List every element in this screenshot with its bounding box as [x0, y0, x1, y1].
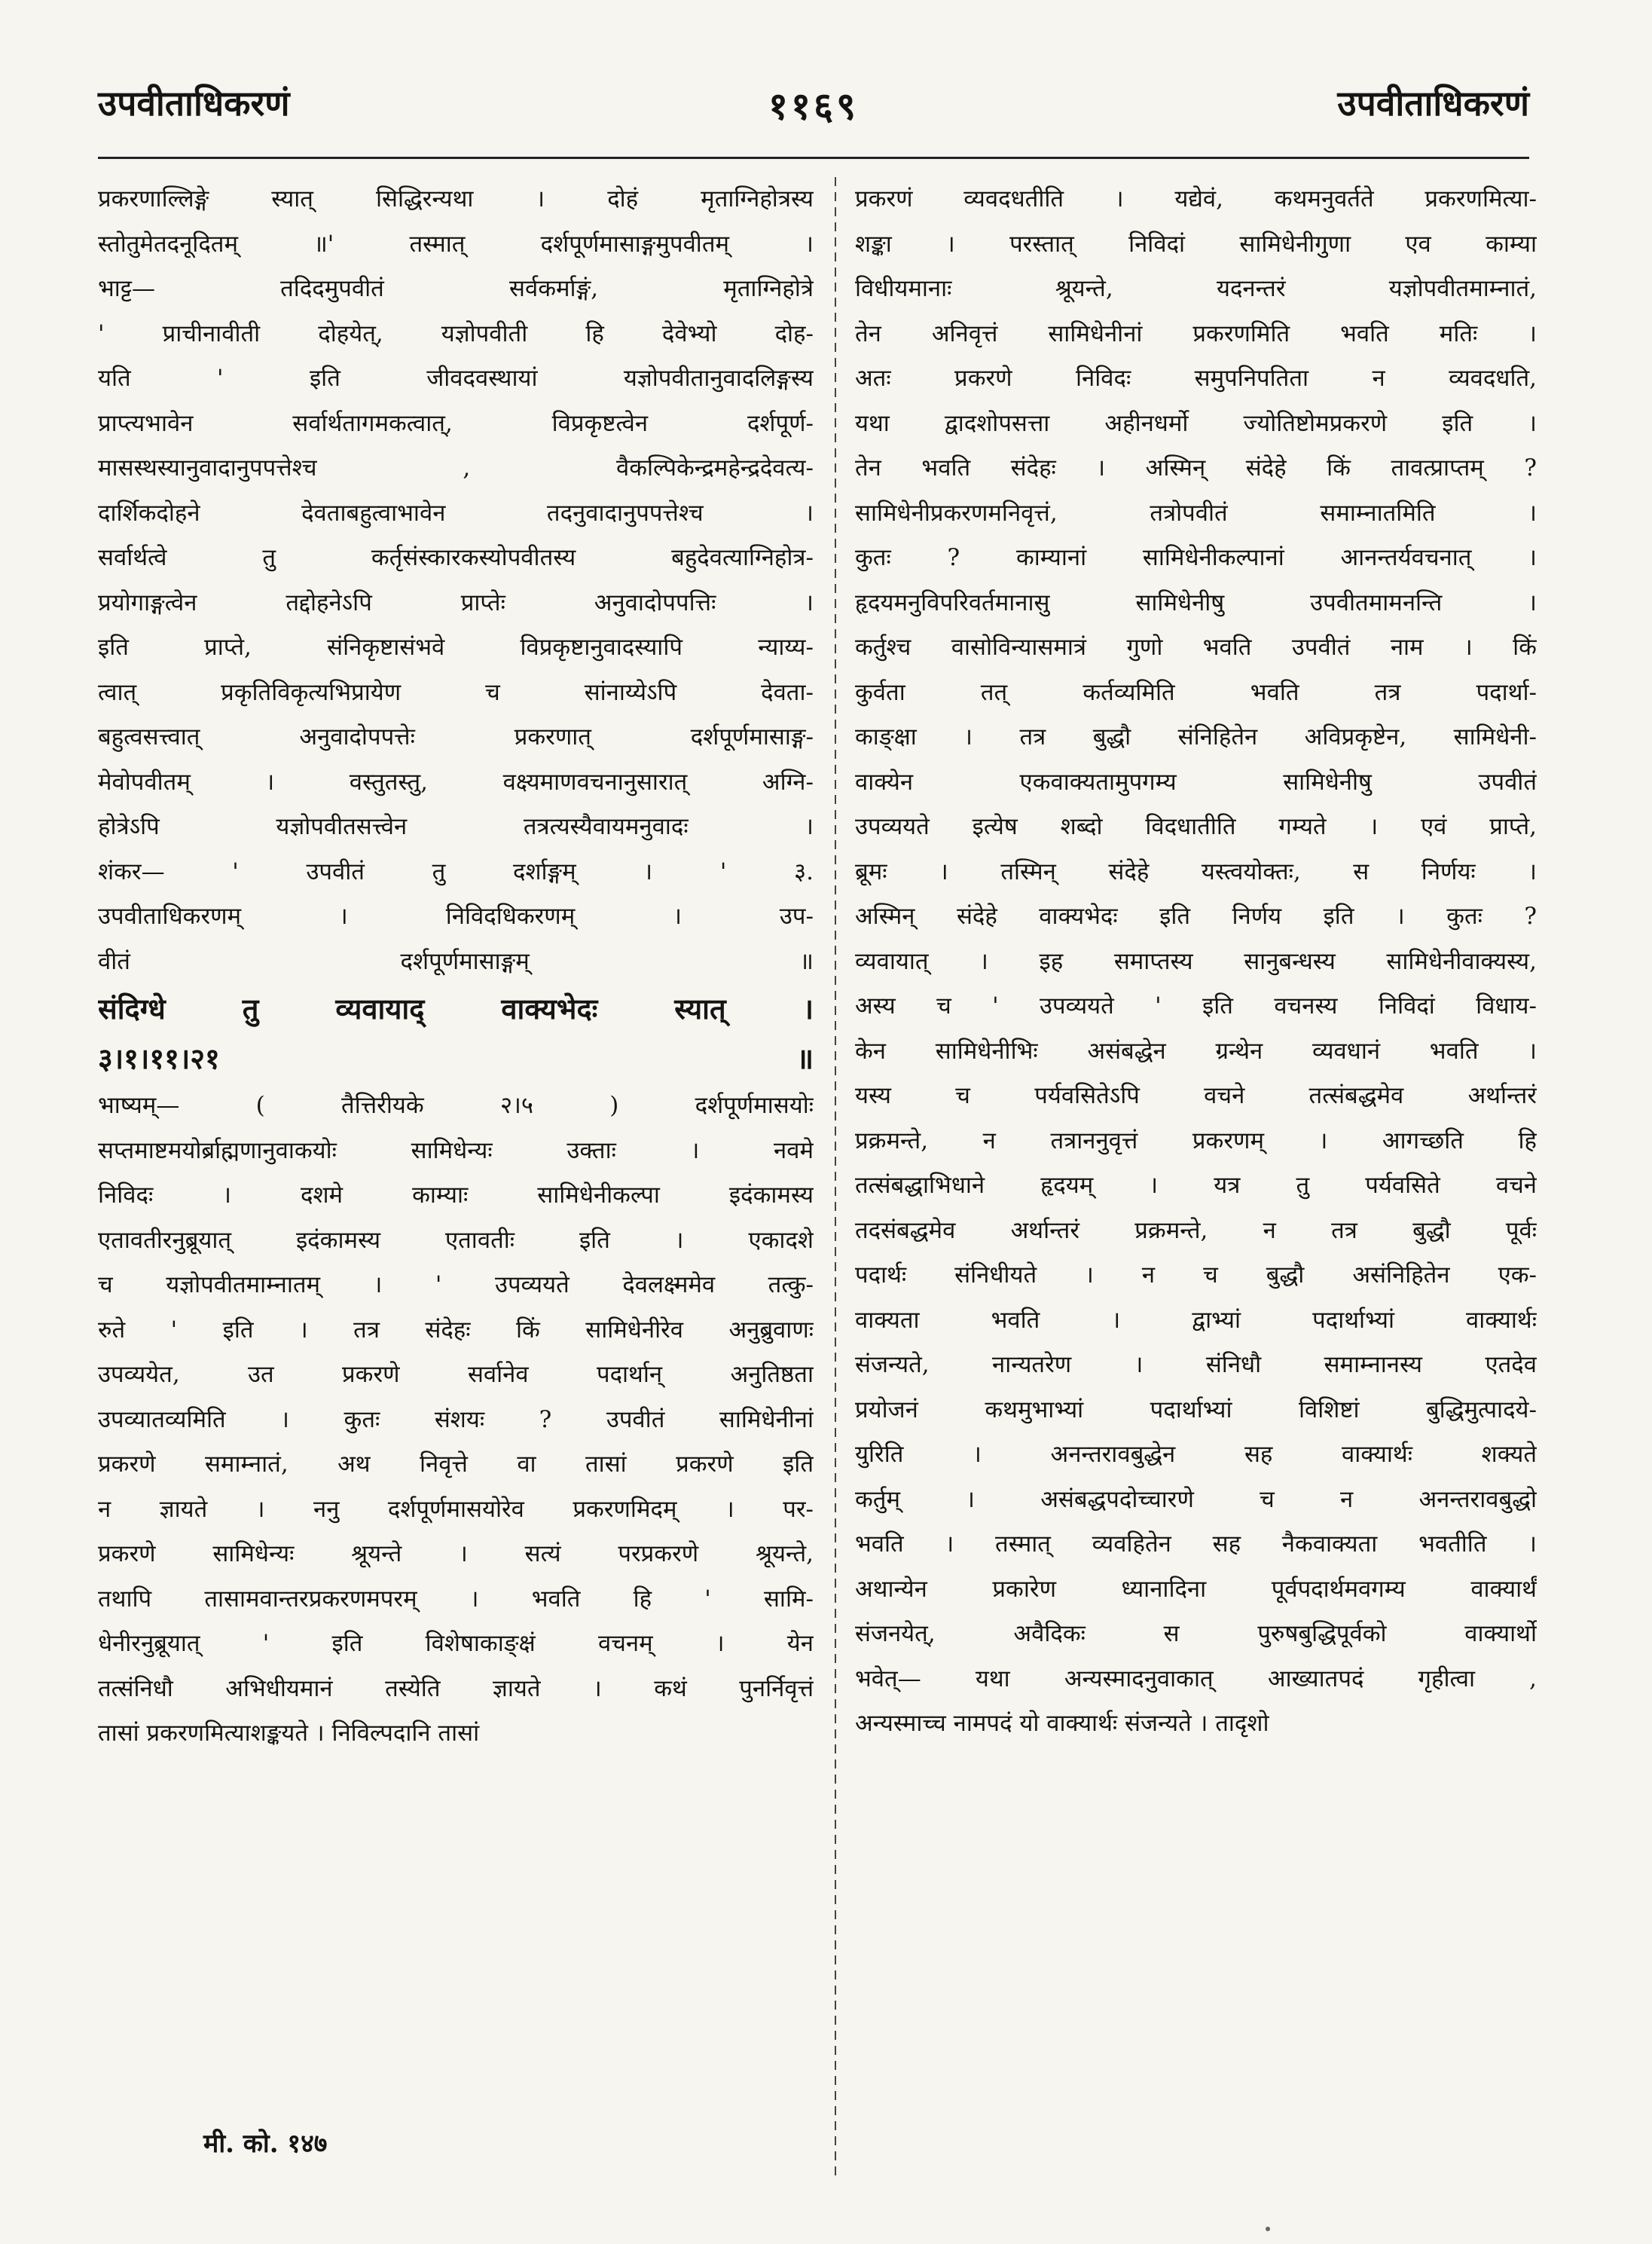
text-line: न ज्ञायते । ननु दर्शपूर्णमासयोरेव प्रकरणमिदम् । पर-: [98, 1495, 814, 1523]
text-line: एतावतीरनुब्रूयात् इदंकामस्य एतावतीः इति । एकादशे: [98, 1226, 814, 1254]
text-line: वाक्यता भवति । द्वाभ्यां पदार्थाभ्यां वाक्यार्थः: [855, 1306, 1537, 1334]
text-line: यथा द्वादशोपसत्ता अहीनधर्मो ज्योतिष्टोमप्रकरणे इति ।: [855, 409, 1537, 437]
text-line: कुतः ? काम्यानां सामिधेनीकल्पानां आनन्तर्यवचनात् ।: [855, 544, 1537, 571]
text-line: ब्रूमः । तस्मिन् संदेहे यस्त्वयोक्तः, स निर्णयः ।: [855, 858, 1537, 885]
text-line: दार्शिकदोहने देवताबहुत्वाभावेन तदनुवादानुपपत्तेश्च ।: [98, 499, 814, 527]
column-divider: [835, 177, 836, 2181]
text-line: प्रकरणं व्यवदधतीति । यद्येवं, कथमनुवर्तते प्रकरणमित्या-: [855, 185, 1537, 212]
header-rule: [98, 157, 1529, 159]
text-line: संजनयेत्, अवैदिकः स पुरुषबुद्धिपूर्वको वाक्यार्थो: [855, 1620, 1537, 1647]
page-number: ११६९: [768, 84, 859, 128]
text-line: शङ्का । परस्तात् निविदां सामिधेनीगुणा एव काम्या: [855, 230, 1537, 258]
text-line: भाट्ट— तदिदमुपवीतं सर्वकर्माङ्गं, मृताग्निहोत्रे: [98, 275, 814, 302]
text-line: पदार्थः संनिधीयते । न च बुद्धौ असंनिहितेन एक-: [855, 1261, 1537, 1289]
text-line: च यज्ञोपवीतमाम्नातम् । ' उपव्ययते देवलक्ष्ममेव तत्कु-: [98, 1271, 814, 1298]
text-line: प्रक्रमन्ते, न तत्राननुवृत्तं प्रकरणम् । आगच्छति हि: [855, 1127, 1537, 1154]
text-line: भवति । तस्मात् व्यवहितेन सह नैकवाक्यता भवतीति ।: [855, 1530, 1537, 1558]
text-line: उपव्ययेत, उत प्रकरणे सर्वानेव पदार्थान् अनुतिष्ठता: [98, 1361, 814, 1388]
text-line: सामिधेनीप्रकरणमनिवृत्तं, तत्रोपवीतं समाम्नातमिति ।: [855, 499, 1537, 527]
text-line: युरिति । अनन्तरावबुद्धेन सह वाक्यार्थः शक्यते: [855, 1441, 1537, 1468]
header-left-title: उपवीताधिकरणं: [98, 83, 290, 124]
text-line: सप्तमाष्टमयोर्ब्राह्मणानुवाकयोः सामिधेन्यः उक्ताः । नवमे: [98, 1136, 814, 1164]
text-line: तत्संनिधौ अभिधीयमानं तस्येति ज्ञायते । कथं पुनर्निवृत्तं: [98, 1674, 814, 1702]
text-line: कुर्वता तत् कर्तव्यमिति भवति तत्र पदार्था-: [855, 678, 1537, 706]
text-line: उपव्यातव्यमिति । कुतः संशयः ? उपवीतं सामिधेनीनां: [98, 1405, 814, 1433]
text-line: वाक्येन एकवाक्यतामुपगम्य सामिधेनीषु उपवीतं: [855, 768, 1537, 796]
text-line: यति ' इति जीवदवस्थायां यज्ञोपवीतानुवादलिङ्गस्य: [98, 365, 814, 392]
text-line: अथान्येन प्रकारेण ध्यानादिना पूर्वपदार्थमवगम्य वाक्यार्थं: [855, 1575, 1537, 1603]
text-line: हृदयमनुविपरिवर्तमानासु सामिधेनीषु उपवीतमामनन्ति ।: [855, 589, 1537, 616]
text-line: प्रकरणे सामिधेन्यः श्रूयन्ते । सत्यं परप्रकरणे श्रूयन्ते,: [98, 1540, 814, 1567]
text-line: संदिग्धे तु व्यवायाद् वाक्यभेदः स्यात् ।: [98, 992, 814, 1026]
page-speck: [1266, 2227, 1270, 2231]
text-line: काङ्क्षा । तत्र बुद्धौ संनिहितेन अविप्रकृष्टेन, सामिधेनी-: [855, 723, 1537, 751]
text-line: स्तोतुमेतदनूदितम् ॥' तस्मात् दर्शपूर्णमासाङ्गमुपवीतम् ।: [98, 230, 814, 258]
text-line: शंकर— ' उपवीतं तु दर्शाङ्गम् । ' ३.: [98, 858, 814, 885]
header-right-title: उपवीताधिकरणं: [1337, 83, 1529, 124]
text-line: भवेत्— यथा अन्यस्मादनुवाकात् आख्यातपदं गृहीत्वा ,: [855, 1665, 1537, 1692]
text-line: ' प्राचीनावीती दोहयेत्, यज्ञोपवीती हि देवेभ्यो दोह-: [98, 319, 814, 347]
text-line: प्रयोगाङ्गत्वेन तद्दोहनेऽपि प्राप्तेः अनुवादोपपत्तिः ।: [98, 589, 814, 616]
text-line: होत्रेऽपि यज्ञोपवीतसत्त्वेन तत्रत्यस्यैवायमनुवादः ।: [98, 813, 814, 840]
text-line: बहुत्वसत्त्वात् अनुवादोपपत्तेः प्रकरणात् दर्शपूर्णमासाङ्ग-: [98, 723, 814, 751]
text-line: सर्वार्थत्वे तु कर्तृसंस्कारकस्योपवीतस्य बहुदेवत्याग्निहोत्र-: [98, 544, 814, 571]
text-line: रुते ' इति । तत्र संदेहः किं सामिधेनीरेव अनुब्रुवाणः: [98, 1316, 814, 1344]
text-line: तथापि तासामवान्तरप्रकरणमपरम् । भवति हि ' सामि-: [98, 1585, 814, 1613]
left-column: [98, 177, 814, 2136]
text-line: तदसंबद्धमेव अर्थान्तरं प्रक्रमन्ते, न तत्र बुद्धौ पूर्वः: [855, 1216, 1537, 1244]
text-line: वीतं दर्शपूर्णमासाङ्गम् ॥: [98, 947, 814, 975]
text-line: केन सामिधेनीभिः असंबद्धेन ग्रन्थेन व्यवधानं भवति ।: [855, 1037, 1537, 1065]
page-header: [98, 79, 1529, 147]
text-line: तासां प्रकरणमित्याशङ्कयते । निविल्पदानि तासां: [98, 1720, 480, 1747]
text-line: तत्संबद्धाभिधाने हृदयम् । यत्र तु पर्यवसिते वचने: [855, 1172, 1537, 1199]
text-line: अस्य च ' उपव्ययते ' इति वचनस्य निविदां विधाय-: [855, 992, 1537, 1020]
text-line: यस्य च पर्यवसितेऽपि वचने तत्संबद्धमेव अर्थान्तरं: [855, 1082, 1537, 1109]
text-line: प्रकरणे समाम्नातं, अथ निवृत्ते वा तासां प्रकरणे इति: [98, 1451, 814, 1478]
text-line: इति प्राप्ते, संनिकृष्टासंभवे विप्रकृष्टानुवादस्यापि न्याय्य-: [98, 634, 814, 661]
text-line: अस्मिन् संदेहे वाक्यभेदः इति निर्णय इति । कुतः ?: [855, 903, 1537, 930]
text-line: कर्तुम् । असंबद्धपदोच्चारणे च न अनन्तरावबुद्धो: [855, 1485, 1537, 1513]
text-line: मासस्थस्यानुवादानुपपत्तेश्च , वैकल्पिकेन्द्रमहेन्द्रदेवत्य-: [98, 454, 814, 482]
text-line: ३।१।११।२१ ॥: [98, 1041, 814, 1075]
text-line: प्रकरणाल्लिङ्गे स्यात् सिद्धिरन्यथा । दोहं मृताग्निहोत्रस्य: [98, 185, 814, 212]
text-line: निविदः । दशमे काम्याः सामिधेनीकल्पा इदंकामस्य: [98, 1182, 814, 1209]
text-line: प्राप्त्यभावेन सर्वार्थतागमकत्वात्, विप्रकृष्टत्वेन दर्शपूर्ण-: [98, 409, 814, 437]
text-line: धेनीरनुब्रूयात् ' इति विशेषाकाङ्क्षं वचनम् । येन: [98, 1630, 814, 1657]
text-line: तेन भवति संदेहः । अस्मिन् संदेहे किं तावत्प्राप्तम् ?: [855, 454, 1537, 482]
text-line: उपव्ययते इत्येष शब्दो विदधातीति गम्यते । एवं प्राप्ते,: [855, 813, 1537, 840]
text-line: तेन अनिवृत्तं सामिधेनीनां प्रकरणमिति भवति मतिः ।: [855, 319, 1537, 347]
text-line: व्यवायात् । इह समाप्तस्य सानुबन्धस्य सामिधेनीवाक्यस्य,: [855, 947, 1537, 975]
text-line: प्रयोजनं कथमुभाभ्यां पदार्थाभ्यां विशिष्टां बुद्धिमुत्पादये-: [855, 1396, 1537, 1423]
text-line: त्वात् प्रकृतिविकृत्यभिप्रायेण च सांनाय्येऽपि देवता-: [98, 678, 814, 706]
footer-signature: मी. को. १४७: [203, 2129, 328, 2159]
text-line: विधीयमानाः श्रूयन्ते, यदनन्तरं यज्ञोपवीतमाम्नातं,: [855, 275, 1537, 302]
text-line: कर्तुश्च वासोविन्यासमात्रं गुणो भवति उपवीतं नाम । किं: [855, 634, 1537, 661]
text-line: अन्यस्माच्च नामपदं यो वाक्यार्थः संजन्यते । तादृशो: [855, 1710, 1269, 1737]
text-line: उपवीताधिकरणम् । निविदधिकरणम् । उप-: [98, 903, 814, 930]
text-line: अतः प्रकरणे निविदः समुपनिपतिता न व्यवदधति,: [855, 365, 1537, 392]
text-line: संजन्यते, नान्यतरेण । संनिधौ समाम्नानस्य एतदेव: [855, 1351, 1537, 1378]
text-line: मेवोपवीतम् । वस्तुतस्तु, वक्ष्यमाणवचनानुसारात् अग्नि-: [98, 768, 814, 796]
text-line: भाष्यम्— ( तैत्तिरीयके २।५ ) दर्शपूर्णमासयोः: [98, 1092, 814, 1119]
right-column: [855, 177, 1537, 2136]
